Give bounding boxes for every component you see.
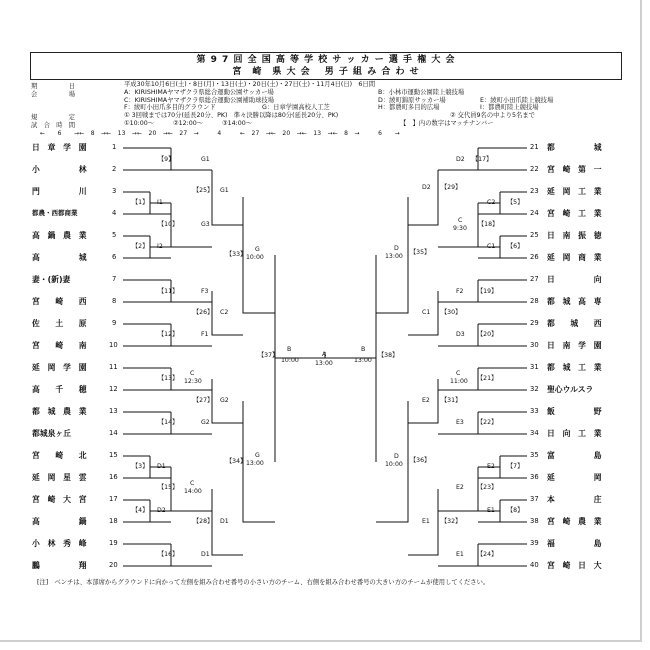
team-9-number: 9 [112,319,117,327]
team-11-number: 11 [109,363,118,371]
venue-h: H：都農町多目的広場 [378,104,440,111]
team-21-number: 21 [530,143,539,151]
match-38-time: 13:00 [354,357,372,364]
team-37-name: 本 庄 [547,495,602,504]
team-16-number: 16 [109,473,118,481]
venue-c: C：KIRISHIMAヤマザクラ県総合運動公園補助球技場 [124,97,275,104]
team-26-number: 26 [530,253,539,261]
match-33-number: 【33】 [226,251,247,258]
match-15-time: 14:00 [184,488,202,495]
match-36-number: 【36】 [410,457,431,464]
match-15-venue: C [190,480,195,487]
round-dates: ← 6 →← 8 →← 13 →← 20 →← 27 → 4 ← 27 →← 20 →← 13 →← 8 → 6 → [40,130,400,137]
team-3-number: 3 [112,187,117,195]
match-23-venue: E2 [456,484,464,491]
match-9-venue: G1 [201,156,210,163]
team-12-name: 高 千 穂 [32,385,87,394]
match-34-time: 13:00 [246,460,264,467]
final-time: 13:00 [315,360,333,367]
team-8-number: 8 [112,297,117,305]
match-24-venue: E1 [456,551,464,558]
match-28-number: 【28】 [193,518,214,525]
match-16-number: 【16】 [158,551,179,558]
team-6-name: 高 城 [32,253,87,262]
match-31-number: 【31】 [441,397,462,404]
match-15-number: 【15】 [158,484,179,491]
team-13-name: 都 城 農 業 [32,407,87,416]
match-21-venue: C [456,370,461,377]
team-15-number: 15 [109,451,118,459]
match-17-venue: D2 [456,156,465,163]
rules-label: 規 定 [31,114,76,121]
team-14-number: 14 [109,429,118,437]
team-29-number: 29 [530,319,539,327]
team-31-number: 31 [530,363,539,371]
team-30-name: 日 南 学 園 [547,341,602,350]
match-37-venue: B [287,346,292,353]
venue-e: E：綾町小田爪陸上競技場 [480,97,554,104]
match-38-venue: B [361,346,366,353]
match-20-venue: D3 [456,331,465,338]
match-25-number: 【25】 [193,187,214,194]
team-28-name: 都 城 高 専 [547,297,602,306]
team-40-name: 宮 崎 日 大 [547,561,602,570]
team-5-name: 高 鍋 農 業 [32,231,87,240]
page-subtitle: 宮 崎 県 大 会 男 子 組 み 合 わ せ [232,67,420,77]
rules-1: ① 3回戦までは70分(延長20分、PK) 準々決勝以降は80分(延長20分、PK) [124,112,339,119]
match-13-venue: C [190,370,195,377]
match-35-venue: D [394,245,399,252]
match-1-venue: I1 [157,199,163,206]
venue-d: D：綾町錦原サッカー場 [378,97,446,104]
venue-b: B：小林市運動公園陸上競技場 [378,89,465,96]
team-16-name: 延 岡 星 雲 [32,473,87,482]
team-34-name: 日 向 工 業 [547,429,602,438]
match-13-time: 12:30 [184,378,202,385]
match-5-venue: C2 [487,199,496,206]
team-17-number: 17 [109,495,118,503]
team-24-name: 宮 崎 工 業 [547,209,602,218]
team-22-number: 22 [530,165,539,173]
team-29-name: 都 城 西 [547,319,602,328]
team-25-name: 日 南 振 徳 [547,231,602,240]
match-21-number: 【21】 [477,375,498,382]
team-23-name: 延 岡 工 業 [547,187,602,196]
match-29-venue: D2 [422,184,431,191]
time-label: 試 合 時 間 [31,122,76,129]
match-3-number: 【3】 [132,463,149,470]
team-2-name: 小 林 [32,165,87,174]
team-7-number: 7 [112,275,117,283]
venue-label: 会 場 [31,91,76,98]
team-11-name: 延 岡 学 園 [32,363,87,372]
match-36-time: 10:00 [385,461,403,468]
team-31-name: 都 城 工 業 [547,363,602,372]
team-26-name: 延 岡 商 業 [547,253,602,262]
match-22-number: 【22】 [477,419,498,426]
match-23-number: 【23】 [477,484,498,491]
match-28-venue: D1 [220,518,229,525]
rules-2: ② 交代員9名の中より5名まで [450,112,535,119]
team-8-name: 宮 崎 西 [32,297,87,306]
team-1-name: 日 章 学 園 [32,143,87,152]
team-20-number: 20 [109,561,118,569]
team-6-number: 6 [112,253,117,261]
team-23-number: 23 [530,187,539,195]
team-12-number: 12 [109,385,118,393]
match-10-venue: G3 [201,221,210,228]
match-4-venue: D2 [157,507,166,514]
match-7-number: 【7】 [507,463,524,470]
match-13-number: 【13】 [158,375,179,382]
team-21-name: 都 城 [547,143,602,152]
match-12-venue: F1 [201,331,209,338]
team-1-number: 1 [112,143,117,151]
team-15-name: 宮 崎 北 [32,451,87,460]
match-27-venue: G2 [220,397,229,404]
match-30-number: 【30】 [441,309,462,316]
team-10-number: 10 [109,341,118,349]
team-32-number: 32 [530,385,539,393]
match-12-number: 【12】 [158,331,179,338]
team-18-number: 18 [109,517,118,525]
page-title: 第 9 7 回 全 国 高 等 学 校 サ ッ カ ー 選 手 権 大 会 [196,55,456,65]
match-26-number: 【26】 [193,309,214,316]
match-18-venue: C [458,217,463,224]
team-34-number: 34 [530,429,539,437]
match-32-venue: E1 [422,518,430,525]
match-19-venue: F2 [456,288,464,295]
team-30-number: 30 [530,341,539,349]
match-31-venue: E2 [422,397,430,404]
team-39-number: 39 [530,539,539,547]
match-26-venue: C2 [220,309,229,316]
match-34-number: 【34】 [226,458,247,465]
period-value: 平成30年10月6日(土)・8日(月)・13日(土)・20日(土)・27日(土)・11月4日(日) 6日間 [124,81,376,88]
match-2-number: 【2】 [132,243,149,250]
match-9-number: 【9】 [158,156,175,163]
match-24-number: 【24】 [477,551,498,558]
match-18-number: 【18】 [478,221,499,228]
team-4-name: 都農・西都商業 [32,209,78,217]
match-18-time: 9:30 [453,225,467,232]
match-37-time: 10:00 [281,357,299,364]
match-37-number: 【37】 [258,352,279,359]
team-38-name: 宮 崎 農 業 [547,517,602,526]
match-30-venue: C1 [422,309,431,316]
match-2-venue: I2 [157,243,163,250]
match-35-number: 【35】 [410,249,431,256]
match-8-venue: E1 [487,507,495,514]
team-27-name: 日 向 [547,275,602,284]
venue-i: I：都農町陸上競技場 [480,104,539,111]
match-33-venue: G [255,246,260,253]
team-14-name: 都城泉ヶ丘 [32,429,71,438]
bracket-note: 【 】内の数字はマッチナンバー [400,120,494,127]
team-3-name: 門 川 [32,187,87,196]
match-11-number: 【11】 [158,288,179,295]
team-40-number: 40 [530,561,539,569]
match-10-number: 【10】 [158,221,179,228]
match-20-number: 【20】 [477,331,498,338]
team-7-name: 妻・(新)妻 [32,275,71,284]
match-4-number: 【4】 [132,507,149,514]
team-37-number: 37 [530,495,539,503]
match-35-time: 13:00 [385,253,403,260]
team-10-name: 宮 崎 南 [32,341,87,350]
match-1-number: 【1】 [132,199,149,206]
match-22-venue: E3 [456,419,464,426]
match-25-venue: G1 [220,187,229,194]
team-24-number: 24 [530,209,539,217]
match-38-number: 【38】 [378,352,399,359]
match-8-number: 【8】 [507,507,524,514]
team-36-name: 延 岡 [547,473,602,482]
team-33-name: 飯 野 [547,407,602,416]
venue-f: F：綾町小田爪多目的グラウンド [124,104,216,111]
match-6-venue: C1 [487,243,496,250]
match-33-time: 10:00 [246,254,264,261]
team-33-number: 33 [530,407,539,415]
team-38-number: 38 [530,517,539,525]
team-28-number: 28 [530,297,539,305]
team-18-name: 高 鍋 [32,517,87,526]
team-25-number: 25 [530,231,539,239]
team-17-name: 宮 崎 大 宮 [32,495,87,504]
team-4-number: 4 [112,209,117,217]
team-27-number: 27 [530,275,539,283]
match-34-venue: G [255,452,260,459]
team-32-name: 聖心ウルスラ [547,385,594,394]
period-label: 期 日 [31,83,76,90]
team-39-name: 福 島 [547,539,602,548]
team-35-number: 35 [530,451,539,459]
final-venue: A [322,351,327,358]
team-35-name: 富 島 [547,451,602,460]
team-19-number: 19 [109,539,118,547]
match-16-venue: D1 [201,551,210,558]
team-13-number: 13 [109,407,118,415]
team-9-name: 佐 土 原 [32,319,87,328]
match-3-venue: D1 [157,463,166,470]
match-14-venue: G2 [201,419,210,426]
match-32-number: 【32】 [441,518,462,525]
match-21-time: 11:00 [450,378,468,385]
match-29-number: 【29】 [441,184,462,191]
match-14-number: 【14】 [158,419,179,426]
match-5-number: 【5】 [507,199,524,206]
venue-a: A：KIRISHIMAヤマザクラ県総合運動公園サッカー場 [124,89,274,96]
team-22-name: 宮 崎 第 一 [547,165,602,174]
match-19-number: 【19】 [477,288,498,295]
match-27-number: 【27】 [193,397,214,404]
team-20-name: 鵬 翔 [32,561,87,570]
match-7-venue: E2 [487,463,495,470]
match-6-number: 【6】 [507,243,524,250]
team-36-number: 36 [530,473,539,481]
team-19-name: 小 林 秀 峰 [32,539,87,548]
footer-note: [注] ベンチは、本部席からグラウンドに向かって左側を組み合わせ番号の小さい方のチーム、右側を組み合わせ番号の大きい方のチームが使用してください。 [37,579,490,586]
team-2-number: 2 [112,165,117,173]
match-17-number: 【17】 [472,156,493,163]
match-times: ①10:00～ ②12:00～ ③14:00～ [124,120,253,127]
team-5-number: 5 [112,231,117,239]
venue-g: G：日章学園高校人工芝 [262,104,330,111]
match-11-venue: F3 [201,288,209,295]
match-36-venue: D [394,453,399,460]
